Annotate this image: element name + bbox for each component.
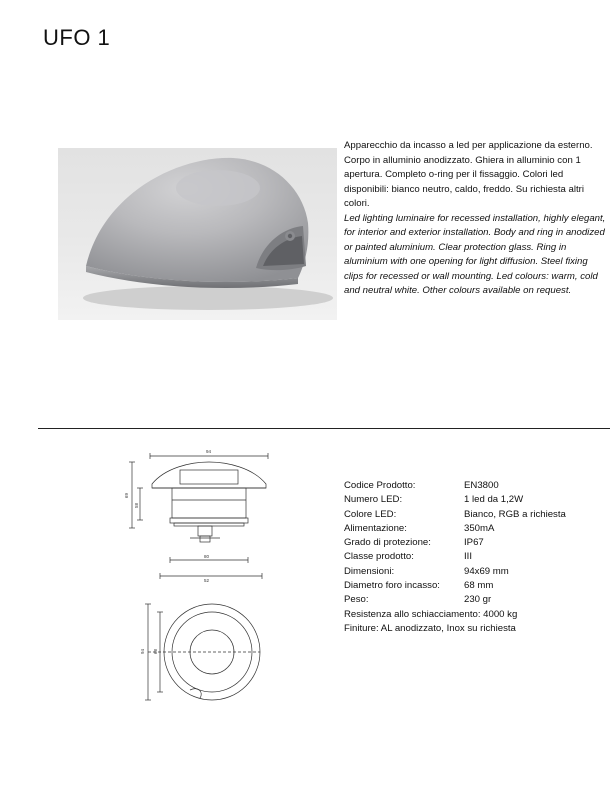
product-description (344, 139, 606, 299)
spec-label: Codice Prodotto: (344, 480, 416, 491)
dim-bottom-width: 52 (204, 578, 210, 583)
page-title: UFO 1 (43, 25, 111, 50)
spec-row (344, 622, 606, 636)
spec-row (344, 550, 606, 564)
technical-drawing (120, 440, 290, 710)
spec-row (344, 608, 606, 622)
spec-label: Alimentazione: (344, 522, 407, 534)
spec-label: Numero LED: (344, 494, 403, 506)
spec-value: 1 led da 1,2W (464, 494, 524, 506)
spec-row (344, 508, 606, 522)
spec-value: III (464, 551, 472, 563)
spec-value: 94x69 mm (464, 565, 509, 577)
spec-row (344, 522, 606, 536)
spec-row (344, 579, 606, 593)
spec-value: EN3800 (464, 480, 499, 491)
spec-row (344, 593, 606, 607)
spec-value: 230 gr (464, 594, 492, 606)
spec-row (344, 565, 606, 579)
dim-top-width: 94 (206, 449, 212, 454)
dim-height: 69 (124, 492, 129, 498)
dim-diameter-inner: 68 (153, 648, 158, 654)
product-photo (58, 148, 337, 320)
description-italian: Apparecchio da incasso a led per applicazione da esterno. Corpo in alluminio anodizzato. Ghiera in alluminio con 1 apertura. Completo o-ring per il fissaggio. Colori led disponibili: bianco neutro, caldo, freddo. Su richiesta altri colori. (344, 140, 593, 209)
spec-label: Peso: (344, 594, 369, 606)
spec-line: Finiture: AL anodizzato, Inox su richiesta (344, 622, 516, 634)
spec-line: Resistenza allo schiacciamento: 4000 kg (344, 608, 518, 620)
spec-row (344, 493, 606, 507)
spec-label: Classe prodotto: (344, 551, 414, 563)
section-divider (38, 428, 610, 429)
dim-diameter-outer: 94 (140, 648, 145, 654)
dim-side: 58 (134, 502, 139, 508)
spec-label: Colore LED: (344, 508, 397, 520)
spec-value: 350mA (464, 522, 495, 534)
spec-label: Grado di protezione: (344, 537, 431, 549)
description-english: Led lighting luminaire for recessed installation, highly elegant, for interior and exterior installation. Body and ring in anodized or painted aluminium. Clear protection glass. Ring in aluminium with one opening for light diffusion. Steel fixing clips for recessed or wall mounting. Led colours: warm, cold and neutral white. Other colours available on request. (344, 212, 606, 296)
spec-table (344, 479, 606, 636)
spec-row (344, 479, 606, 493)
spec-row (344, 536, 606, 550)
dim-base-width: 80 (204, 554, 210, 559)
spec-label: Diametro foro incasso: (344, 580, 440, 592)
spec-value: IP67 (464, 537, 484, 549)
spec-value: 68 mm (464, 580, 494, 592)
spec-value: Bianco, RGB a richiesta (464, 508, 566, 520)
spec-label: Dimensioni: (344, 565, 395, 577)
